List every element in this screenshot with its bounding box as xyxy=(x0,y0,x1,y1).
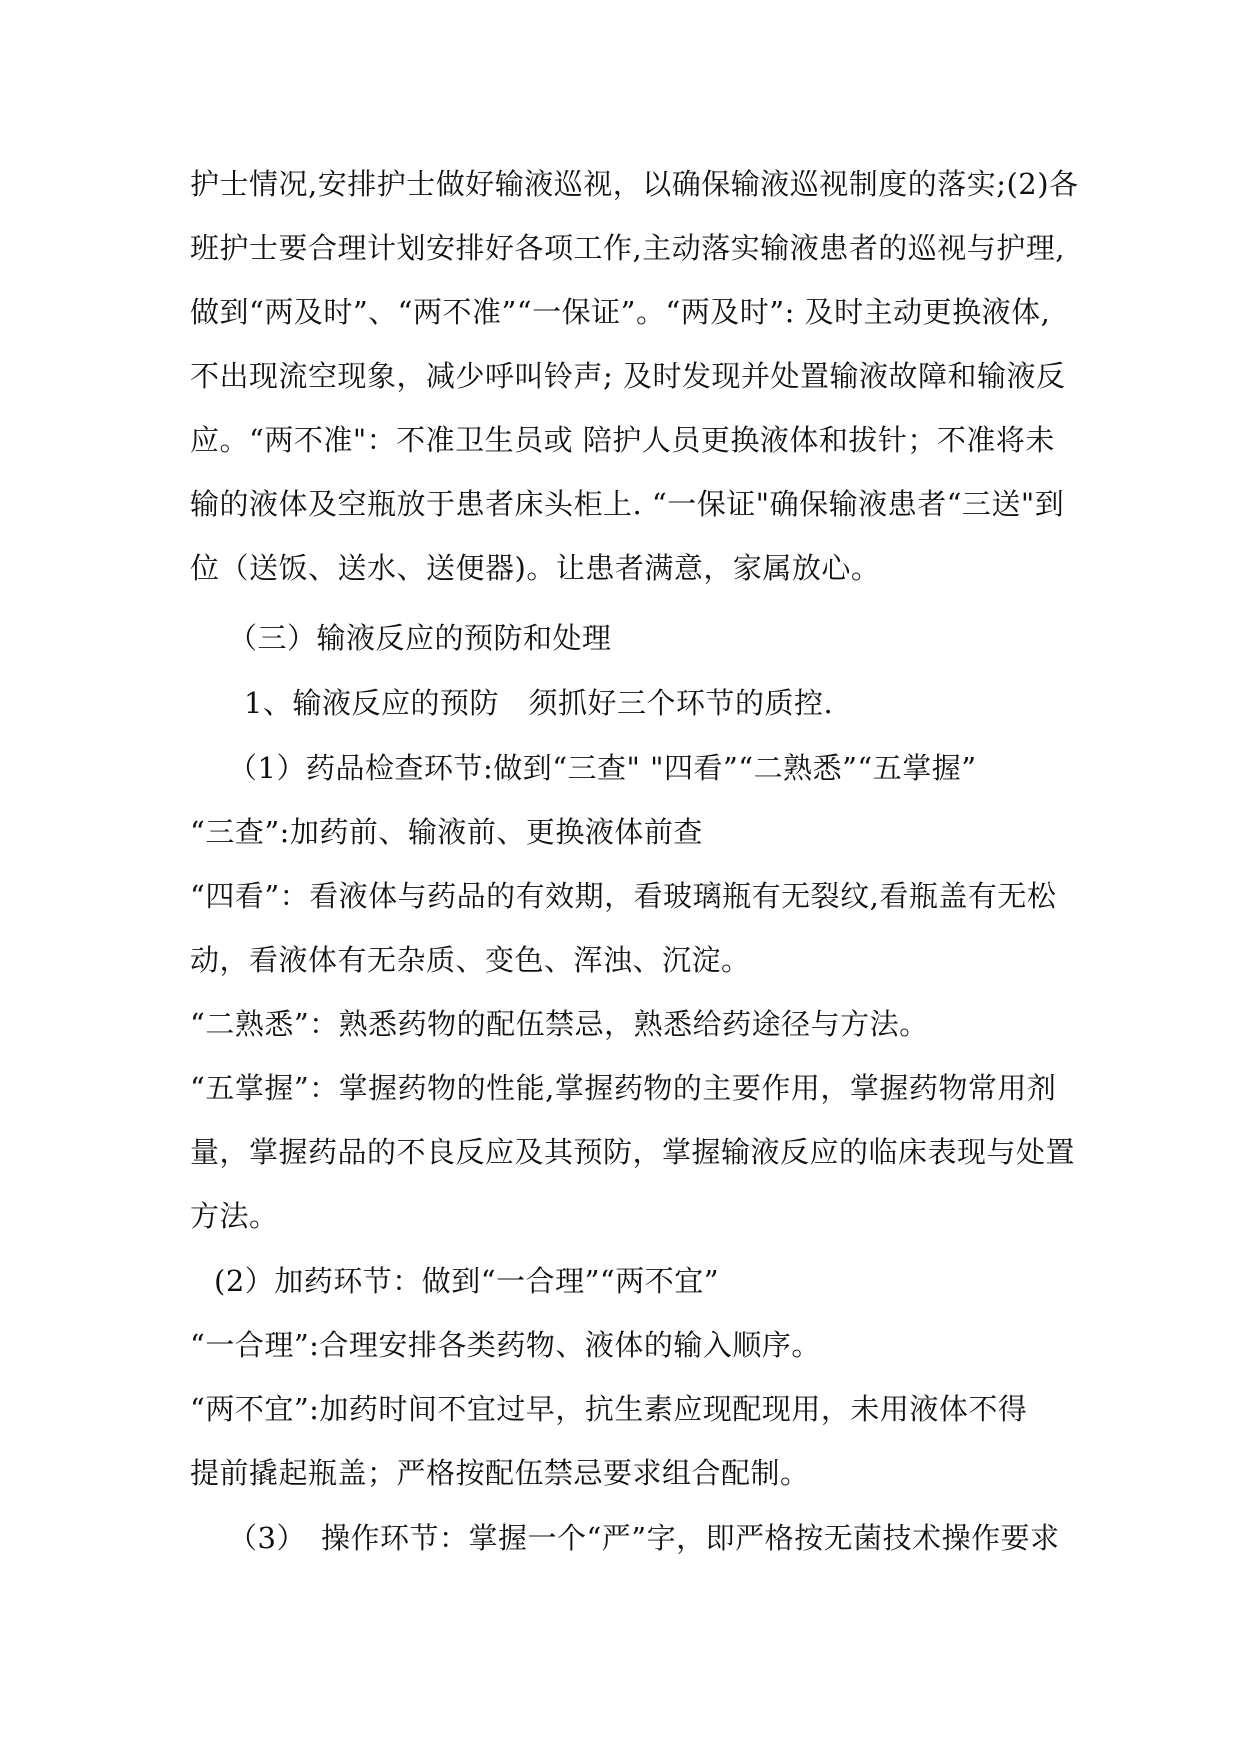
text-line: 护士情况,安排护士做好输液巡视，以确保输液巡视制度的落实;(2)各 xyxy=(190,167,1079,201)
section-heading: （三）输液反应的预防和处理 xyxy=(228,621,612,655)
text-line: “三查”:加药前、输液前、更换液体前查 xyxy=(190,815,703,849)
item-heading: (2）加药环节：做到“一合理”“两不宜” xyxy=(214,1264,720,1298)
text-line: 做到“两及时”、“两不准”“一保证”。“两及时”: 及时主动更换液体, xyxy=(190,295,1051,329)
text-line: 应。“两不准"：不准卫生员或 陪护人员更换液体和拔针；不准将未 xyxy=(190,423,1055,457)
text-line: 班护士要合理计划安排好各项工作,主动落实输液患者的巡视与护理, xyxy=(190,231,1065,265)
text-line: 方法。 xyxy=(190,1199,279,1233)
text-line: “四看”：看液体与药品的有效期，看玻璃瓶有无裂纹,看瓶盖有无松 xyxy=(190,879,1057,913)
text-line: 量，掌握药品的不良反应及其预防，掌握输液反应的临床表现与处置 xyxy=(190,1135,1076,1169)
item-heading: （1）药品检查环节:做到“三查" "四看”“二熟悉”“五掌握” xyxy=(228,751,977,785)
text-line: 提前撬起瓶盖；严格按配伍禁忌要求组合配制。 xyxy=(190,1456,810,1490)
text-line: 不出现流空现象，减少呼叫铃声; 及时发现并处置输液故障和输液反 xyxy=(190,359,1066,393)
text-line: “两不宜”:加药时间不宜过早，抗生素应现配现用，未用液体不得 xyxy=(190,1392,1028,1426)
text-line: 输的液体及空瓶放于患者床头柜上. “一保证"确保输液患者“三送"到 xyxy=(190,487,1065,521)
text-line: “五掌握”：掌握药物的性能,掌握药物的主要作用，掌握药物常用剂 xyxy=(190,1071,1057,1105)
subsection-heading: 1、输液反应的预防 须抓好三个环节的质控. xyxy=(244,686,834,720)
text-line: “二熟悉”：熟悉药物的配伍禁忌，熟悉给药途径与方法。 xyxy=(190,1007,929,1041)
text-line: 动，看液体有无杂质、变色、浑浊、沉淀。 xyxy=(190,943,751,977)
text-line: 位（送饭、送水、送便器)。让患者满意，家属放心。 xyxy=(190,551,881,585)
text-line: “一合理”:合理安排各类药物、液体的输入顺序。 xyxy=(190,1328,821,1362)
item-heading: （3） 操作环节：掌握一个“严”字，即严格按无菌技术操作要求 xyxy=(228,1521,1060,1555)
